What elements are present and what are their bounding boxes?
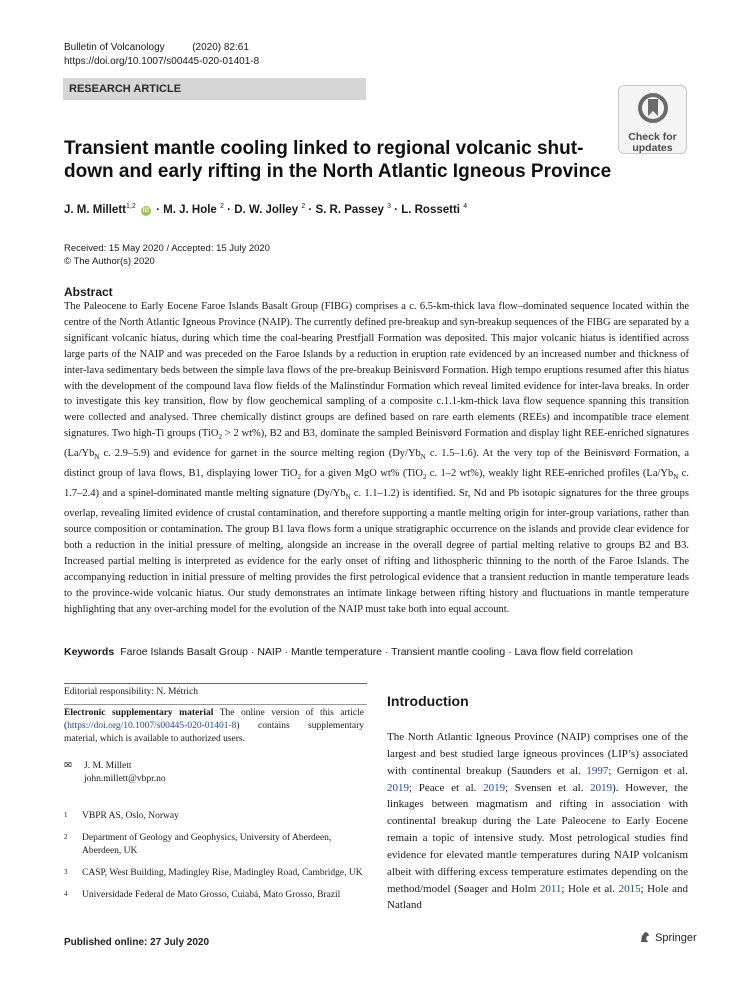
volume-info: (2020) 82:61 <box>192 42 249 53</box>
author-aff: 2 <box>301 203 306 210</box>
affiliation-item: 3 CASP, West Building, Madingley Rise, Madingley Road, Cambridge, UK <box>64 868 363 878</box>
citation-link[interactable]: 1997 <box>586 764 609 777</box>
correspondence-email[interactable]: john.millett@vbpr.no <box>84 774 166 784</box>
supplementary-note: Electronic supplementary material The online version of this article (https://doi.org/10.1007/s00445-020-01401-8) contains supplementary material, which is available to authorized users. <box>64 708 364 744</box>
publisher-name: Springer <box>655 932 697 944</box>
affiliation-item: 4 Universidade Federal de Mato Grosso, Cuiabá, Mato Grosso, Brazil <box>64 890 341 900</box>
check-for-updates-button[interactable] <box>618 85 687 154</box>
citation-link[interactable]: 2015 <box>618 882 641 895</box>
doi-link[interactable]: https://doi.org/10.1007/s00445-020-01401-8 <box>64 56 260 67</box>
author-aff: 1,2 <box>125 203 136 210</box>
bookmark-icon <box>636 91 670 125</box>
abstract-text: The Paleocene to Early Eocene Faroe Islands Basalt Group (FIBG) comprises a c. 6.5-km-thick lava flow–dominated sequence located within the centre of the North Atlantic Igneous Province (NAIP). The currently defined pre-breakup and syn-breakup sequences of the FIBG are separated by a significant volcanic hiatus, during which time the coal-bearing Prestfjall Formation was deposited. This major volcanic hiatus is identified across large parts of the NAIP and was preceded on the Faroe Islands by a reduction in eruption rate evidenced by an increased number and thickness of inter-lava sedimentary beds between the simple lava flows of the pre-breakup Beinisvørd Formation. High tempo eruptions resumed after this hiatus with the development of the compound lava flow fields of the Malinstindur Formation which reveal limited evidence for inter-lava breaks. In order to investigate this key transition, flow by flow geochemical sampling of a composite c.1.1-km-thick lava flow sequence spanning this transition were collected and analysed. Three chemically distinct groups are defined based on rare earth elements (REEs) and incompatible trace element signatures. Two high-Ti groups (TiO$_2$ > 2 wt%), B2 and B3, dominate the sampled Beinisvørd Formation and display light REE-enriched signatures ($La/Yb_N$ c. 2.9–5.9) and evidence for garnet in the source melting region ($Dy/Yb_N$ c. 1.5–1.6). At the very top of the Beinisvørd Formation, a distinct group of lava flows, B1, displaying lower TiO$_2$ for a given MgO wt% (TiO$_2$ c. 1–2 wt%), weakly light REE-enriched profiles ($La/Yb_N$ c. 1.7–2.4) and a spinel-dominated mantle melting signature ($Dy/Yb_N$ c. 1.1–1.2) is identified. Sr, Nd and Pb isotopic signatures for the three groups overlap, revealing limited evidence of crustal contamination, and therefore supporting a mantle melting origin for inter-group variations, rather than source composition or contamination. The group B1 lava flows form a unique stratigraphic occurrence on the islands and provide clear evidence for both a reduction in the initial pressure of melting, alongside an increase in the overall degree of partial melting relative to groups B2 and B3. Increased partial melting is interpreted as evidence for the early onset of rifting and lithospheric thinning to the north of the Faroe Islands. The accompanying reduction in initial pressure of melting provides the first petrological evidence that a transient reduction in mantle temperature leads to the province-wide volcanic hiatus. Our study demonstrates an intimate linkage between rifting history and fluctuations in mantle temperature highlighting that any over-arching model for the evolution of the NAIP must take both into equal account. <box>64 301 690 615</box>
citation-link[interactable]: 2011 <box>539 882 562 895</box>
journal-name: Bulletin of Volcanology <box>64 42 165 53</box>
editorial-responsibility: Editorial responsibility: N. Métrich <box>64 687 199 697</box>
author-name[interactable]: J. M. Millett <box>64 203 126 216</box>
divider <box>64 704 367 705</box>
introduction-heading: Introduction <box>387 693 469 709</box>
keywords-list: Faroe Islands Basalt Group · NAIP · Mantle temperature · Transient mantle cooling · Lava flow field correlation <box>120 646 633 658</box>
introduction-text: The North Atlantic Igneous Province (NAIP) comprises one of the largest and best studied large igneous provinces (LIP’s) associated with continental breakup (Saunders et al. 1997; Gernigon et al. 2019; Peace et al. 2019; Svensen et al. 2019). However, the linkages between magmatism and rifting in association with continental breakup during the Late Paleocene to Early Eocene remain a topic of intensive study. Most petrological studies find evidence for elevated mantle temperatures during NAIP volcanism albeit with differing excess temperature estimates depending on the method/model (Søager and Holm 2011; Hole et al. 2015; Hole and Natland <box>387 731 688 912</box>
citation-link[interactable]: 2019 <box>590 781 613 794</box>
author-name[interactable]: M. J. Hole <box>163 203 217 216</box>
author-name[interactable]: S. R. Passey <box>315 203 384 216</box>
received-accepted: Received: 15 May 2020 / Accepted: 15 July 2020 <box>64 243 270 254</box>
article-dates <box>64 242 270 268</box>
orcid-icon[interactable]: iD <box>142 206 150 214</box>
affiliation-item: 2 Department of Geology and Geophysics, University of Aberdeen, Aberdeen, UK <box>64 833 332 856</box>
author-aff: 3 <box>387 203 391 210</box>
correspondence <box>64 760 166 786</box>
springer-horse-icon <box>638 930 652 944</box>
publisher-logo <box>638 930 697 944</box>
keywords <box>64 646 704 658</box>
author-name[interactable]: L. Rossetti <box>401 203 460 216</box>
author-name[interactable]: D. W. Jolley <box>234 203 299 216</box>
published-online: Published online: 27 July 2020 <box>64 937 210 948</box>
article-type-badge: RESEARCH ARTICLE <box>63 78 366 100</box>
citation-link[interactable]: 2019 <box>387 781 409 794</box>
citation-link[interactable]: 2019 <box>483 781 506 794</box>
abstract-heading: Abstract <box>64 285 113 299</box>
check-updates-line2: updates <box>632 142 673 154</box>
check-updates-line1: Check for <box>628 131 677 143</box>
affiliation-item: 1 VBPR AS, Oslo, Norway <box>64 811 179 821</box>
esm-link[interactable]: https://doi.org/10.1007/s00445-020-01401-8 <box>67 721 237 731</box>
keywords-label: Keywords <box>64 646 115 658</box>
divider <box>64 683 367 684</box>
envelope-icon: ✉ <box>64 761 72 771</box>
author-aff: 4 <box>463 203 468 210</box>
copyright-text: The Author(s) 2020 <box>73 256 155 267</box>
author-list: J. M. Millett$^{1,2}$ iD · M. J. Hole $^2$ · D. W. Jolley $^2$ · S. R. Passey $^3$ · L. Rossetti $^4$ <box>64 203 468 216</box>
copyright-icon: © <box>64 256 74 267</box>
article-title: Transient mantle cooling linked to regional volcanic shut-down and early rifting in the North Atlantic Igneous Province <box>64 138 612 182</box>
affiliations <box>64 810 369 911</box>
running-header <box>64 41 259 69</box>
author-aff: 2 <box>220 203 224 210</box>
correspondence-name: J. M. Millett <box>84 761 132 771</box>
